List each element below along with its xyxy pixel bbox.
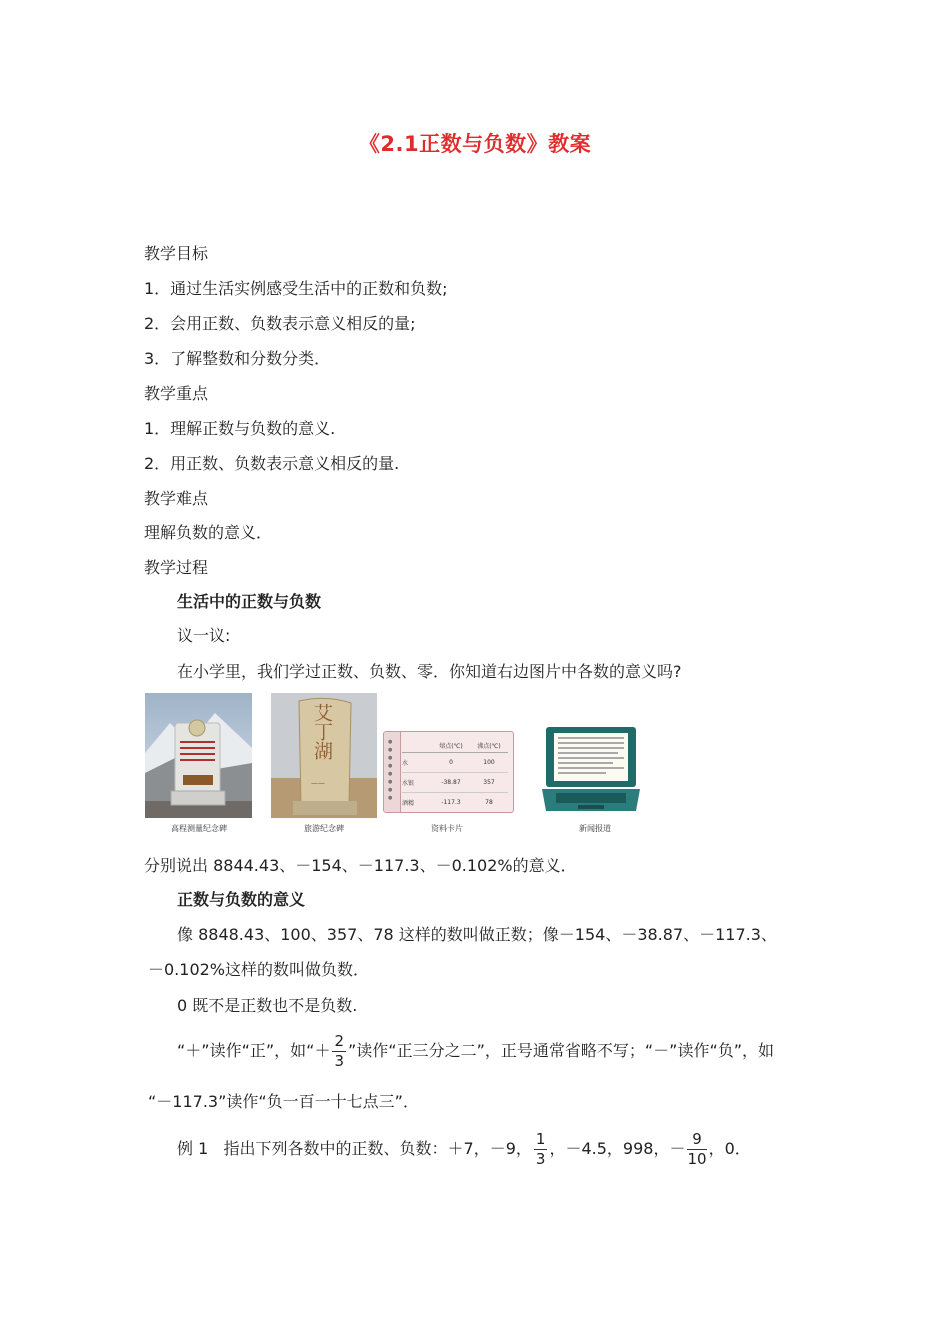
key-point-item: 1．理解正数与负数的意义. xyxy=(144,419,336,438)
fraction-denominator: 10 xyxy=(687,1150,707,1168)
discuss-text: 在小学里，我们学过正数、负数、零．你知道右边图片中各数的意义吗? xyxy=(177,662,682,681)
page-title: 《2.1正数与负数》教案 xyxy=(358,132,592,156)
tourist-stone-image xyxy=(271,693,377,818)
fraction-denominator: 3 xyxy=(535,1150,546,1168)
card-cell: -38.87 xyxy=(441,779,461,786)
objectives-heading: 教学目标 xyxy=(144,244,209,263)
definition-text: －0.102%这样的数叫做负数． xyxy=(148,960,370,979)
example-label: 例 1 xyxy=(177,1139,209,1158)
sub2-heading: 正数与负数的意义 xyxy=(177,890,306,909)
discuss-label: 议一议: xyxy=(177,626,231,645)
fraction-denominator: 3 xyxy=(334,1052,344,1070)
news-laptop-image xyxy=(540,725,642,817)
fraction xyxy=(687,1132,706,1167)
svg-text:——: —— xyxy=(311,779,325,787)
fraction xyxy=(332,1034,346,1069)
card-cell: 78 xyxy=(485,799,493,806)
fraction-numerator: 9 xyxy=(687,1132,706,1150)
difficulty-heading: 教学难点 xyxy=(144,489,209,508)
fraction-numerator: 1 xyxy=(535,1130,546,1148)
definition-text: 像 8848.43、100、357、78 这样的数叫做正数；像－154、－38.87、－117.3、 xyxy=(177,925,777,944)
example-text: ，－4.5，998，－ xyxy=(549,1139,686,1158)
example-text: 指出下列各数中的正数、负数：＋7，－9， xyxy=(223,1139,532,1158)
explain-prompt: 分别说出 8844.43、－154、－117.3、－0.102%的意义． xyxy=(144,856,577,875)
difficulty-text: 理解负数的意义． xyxy=(144,523,273,542)
objective-item: 1．通过生活实例感受生活中的正数和负数; xyxy=(144,279,448,298)
card-cell: 100 xyxy=(483,759,495,766)
example-line xyxy=(177,1124,751,1174)
example-text: ，0． xyxy=(708,1139,751,1158)
image-caption: 资料卡片 xyxy=(431,824,463,833)
card-header: 沸点(℃) xyxy=(477,742,501,750)
process-heading: 教学过程 xyxy=(144,558,209,577)
zero-note: 0 既不是正数也不是负数. xyxy=(177,996,358,1015)
key-point-item: 2．用正数、负数表示意义相反的量. xyxy=(144,454,400,473)
survey-monument-image xyxy=(145,693,252,818)
card-cell: -117.3 xyxy=(441,799,461,806)
card-cell: 酒精 xyxy=(402,800,415,807)
fraction xyxy=(534,1132,548,1167)
key-heading: 教学重点 xyxy=(144,384,209,403)
sub1-heading: 生活中的正数与负数 xyxy=(177,592,322,611)
card-cell: 357 xyxy=(483,779,495,786)
stone-inscription: 艾丁湖 xyxy=(311,703,333,760)
image-caption: 旅游纪念碑 xyxy=(304,824,344,833)
sign-reading-part: “＋”读作“正”，如“＋ xyxy=(177,1041,331,1060)
sign-reading-example: “－117.3”读作“负一百一十七点三”． xyxy=(148,1092,419,1111)
fraction-numerator: 2 xyxy=(334,1032,344,1050)
objective-item: 2．会用正数、负数表示意义相反的量; xyxy=(144,314,416,333)
card-cell: 0 xyxy=(449,759,453,766)
image-caption: 高程测量纪念碑 xyxy=(171,824,227,833)
data-card-image: ● ● ● ● ● ● ● ● 熔点(℃) 沸点(℃) 水 0 100 水银 -38.87 357 酒精 -117.3 78 xyxy=(383,731,514,813)
objective-item: 3．了解整数和分数分类． xyxy=(144,349,331,368)
card-header: 熔点(℃) xyxy=(439,742,463,750)
image-caption: 新闻报道 xyxy=(579,824,611,833)
card-cell: 水银 xyxy=(402,780,415,787)
sign-reading-part: ”读作“正三分之二”，正号通常省略不写；“－”读作“负”，如 xyxy=(348,1041,775,1060)
card-cell: 水 xyxy=(402,760,409,767)
sign-reading-line xyxy=(177,1026,774,1076)
